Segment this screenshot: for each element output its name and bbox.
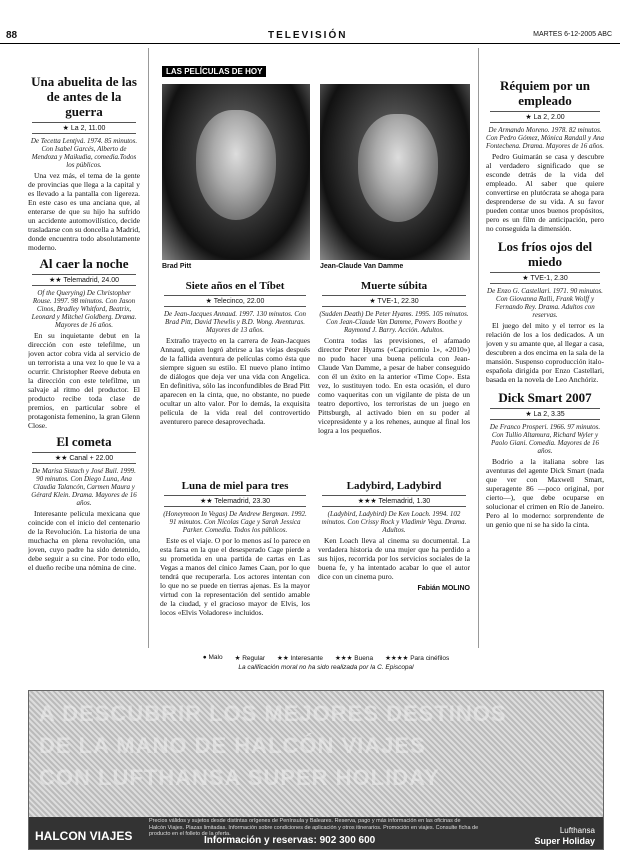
film-review xyxy=(160,480,310,648)
review-text: Una vez más, el tema de la gente de provincias que llega a la capital y es llevado a la pantalla con ligereza. En este caso es una anciana que, al enterarse de que su hijo ha sufrido un accidente automovilístico, decide trasladarse con su doncella a Madrid, donde encuentra todo absolutamente moderno. xyxy=(28,171,140,252)
film-title: Réquiem por un empleado xyxy=(499,78,591,108)
column-divider xyxy=(478,48,479,648)
channel-time: ★ TVE-1, 2.30 xyxy=(490,272,600,284)
film-review xyxy=(28,434,140,572)
film-review xyxy=(318,480,470,648)
rating-legend xyxy=(176,654,476,671)
legend-note: La calificación moral no ha sido realizada por la C. Episcopal xyxy=(238,664,414,671)
page-number: 88 xyxy=(6,30,18,41)
photo-caption: Jean-Claude Van Damme xyxy=(320,263,404,270)
film-credits: (Ladybird, Ladybird) De Ken Loach. 1994. 102 minutos. Con Crissy Rock y Vladimir Vega. Drama. Adultos. xyxy=(321,510,467,534)
film-review xyxy=(486,390,604,529)
review-text: Ken Loach lleva al cinema su documental. La verdadera historia de una mujer que ha perdido a sus hijos, recorrida por los servicios sociales de la buena fe, y ha intentado acabar lo que el autor dice con un cinema puro. xyxy=(318,536,470,581)
film-review xyxy=(486,78,604,233)
photo-caption: Brad Pitt xyxy=(162,263,192,270)
film-credits: (Sudden Death) De Peter Hyams. 1995. 105 minutos. Con Jean-Claude Van Damme, Powers Boothe y Raymond J. Barry. Acción. Adultos. xyxy=(319,310,469,334)
advertisement-banner: A DESCUBRIR LOS MEJORES DESTINOS DE LA MANO DE HALCÓN VIAJES CON LUFTHANSA SUPER HOLIDAY HALCON VIAJES Precios válidos y sujetos desde distintas orígenes de Península y Baleares. Reserva, pago y más información en las oficinas de Halcón Viajes. Plazas limitadas. Información sobre condiciones de aplicación y otros itinerarios. Promoción en viajes. Consulte ficha de producto en el folleto de la oferta. Información y reservas: 902 300 600 Lufthansa Super Holiday xyxy=(28,690,604,850)
lufthansa-logo: Lufthansa xyxy=(559,826,595,835)
halcon-logo: HALCON VIAJES xyxy=(35,829,133,843)
right-column xyxy=(486,48,604,643)
film-title: Dick Smart 2007 xyxy=(498,390,592,405)
legend-item: ★ Regular xyxy=(234,655,265,662)
film-review xyxy=(28,74,140,252)
section-tag: LAS PELÍCULAS DE HOY xyxy=(162,66,266,77)
photo-van-damme xyxy=(320,84,470,260)
channel-time: ★★ Canal + 22.00 xyxy=(32,452,136,464)
film-title: Una abuelita de las de antes de la guerra xyxy=(31,74,137,119)
film-review xyxy=(486,239,604,384)
film-title: Siete años en el Tíbet xyxy=(185,280,285,292)
review-text: Extraño trayecto en la carrera de Jean-Jacques Annaud, quien logró abrirse a las viejas después de la fallida aventura de películas como ésta que siempre siguen su estilo. El nuevo plano íntimo de diálogos que deja ver una vida con Angelica. En definitiva, sólo las inconfundibles de Brad Pitt aparecen en la cinta, que, no obstante, no puede ocultar un alto valor. Por lo demás, la exquisita película de la vida real del controvertido aventurero parece desaprovechada. xyxy=(160,336,310,426)
review-text: Interesante película mexicana que coincide con el inicio del centenario de la Revolución. La historia de una muchacha en plena revolución, una joven, cuyo padre ha sido detenido, debe seguir a su cine. Por todo ello, el dueño recibe una nómina de cine. xyxy=(28,509,140,572)
film-credits: De Jean-Jacques Annaud. 1997. 130 minutos. Con Brad Pitt, David Thewlis y B.D. Wong. Aventuras. Mayores de 13 años. xyxy=(164,310,306,334)
channel-time: ★ Telecinco, 22.00 xyxy=(164,295,306,307)
channel-time: ★★ Telemadrid, 23.30 xyxy=(164,495,306,507)
ad-phone: Información y reservas: 902 300 600 xyxy=(204,835,376,846)
film-title: Al caer la noche xyxy=(39,256,129,271)
legend-item: ★★★★ Para cinéfilos xyxy=(385,655,450,662)
super-holiday-label: Super Holiday xyxy=(534,836,595,846)
film-credits: De Marisa Sistach y José Buil. 1999. 90 minutos. Con Diego Luna, Ana Claudia Talancón, Carmen Maura y Gérard Klein. Drama. Mayores de 16 años. xyxy=(31,467,137,507)
issue-date: MARTES 6-12-2005 ABC xyxy=(533,31,612,38)
left-column xyxy=(28,48,140,643)
film-review xyxy=(160,280,310,480)
film-credits: De Tecetta Lentjvá. 1974. 85 minutos. Con Isabel Garcés, Alberto de Mendoza y Maikudia, comedia.Todos los públicos. xyxy=(30,137,138,169)
ad-fine-print: Precios válidos y sujetos desde distintas orígenes de Península y Baleares. Reserva, pago y más información en las oficinas de Halcón Viajes. Plazas limitadas. Información sobre condiciones de aplicación y otros itinerarios. Promoción en viajes. Consulte ficha de producto en el folleto de la oferta. xyxy=(149,818,479,837)
film-credits: (Honeymoon In Vegas) De Andrew Bergman. 1992. 91 minutos. Con Nicolas Cage y Sarah Jessica Parker. Comedia. Todos los públicos. xyxy=(163,510,307,534)
legend-item: ★★ Interesante xyxy=(277,655,323,662)
page-header xyxy=(0,30,620,44)
review-text: Pedro Guimarán se casa y descubre al verdadero significado que se esconde detrás de la vida del empleado. Al saber que quiere convertirse en plutócrata se ahoga para desprenderse de su vida. A su favor pueden contar unos buenos propósitos, pero es un film de anticipación, pero no conseguida la dimensión. xyxy=(486,152,604,233)
film-credits: Of the Querying) De Christopher Rouse. 1997. 98 minutos. Con Jason Cinos, Bradley Whitford, Beatrix, Leonard y Mitchel Goldberg. Drama. Mayores de 16 años. xyxy=(31,289,137,329)
film-title: Los fríos ojos del miedo xyxy=(497,239,593,269)
film-review xyxy=(28,256,140,430)
film-title: Ladybird, Ladybird xyxy=(346,480,442,492)
review-text: Bodrio a la italiana sobre las aventuras del agente Dick Smart (nada que ver con Maxwell Smart, superagente 86 —poco original, por cierto—), que debe ocuparse en solucionar el crimen en Río de Janeiro. Pero al lo moderno: sorprendente de un genio que ni se ha sido la cinta. xyxy=(486,457,604,529)
channel-time: ★ La 2, 2.00 xyxy=(490,111,600,123)
channel-time: ★★ Telemadrid, 24.00 xyxy=(32,274,136,286)
film-title: Muerte súbita xyxy=(360,280,428,292)
section-title: TELEVISIÓN xyxy=(268,30,348,41)
review-text: Este es el viaje. O por lo menos así lo parece en esta farsa en la que el desesperado Cage pierde a su prometida en una partida de cartas en Las Vegas a manos del cínico James Caan, por lo que tendrá que recuperarla. Los actores intentan con lo que no se puede en tierras ajenas. Es la mayor virtud con la representación del sentido amable de la ciudad, y el gracioso mayor de Elvis, los locos «Elvis Voladores» incluidos. xyxy=(160,536,310,617)
ad-footer-bar xyxy=(29,817,603,849)
author-signature: Fabián MOLINO xyxy=(417,585,470,592)
film-title: Luna de miel para tres xyxy=(181,480,289,492)
channel-time: ★ La 2, 3.35 xyxy=(490,408,600,420)
channel-time: ★★★ Telemadrid, 1.30 xyxy=(322,495,466,507)
review-text: Contra todas las previsiones, el afamado director Peter Hyams («Capricornio 1», «2010») no pudo hacer una buena película con Jean-Claude Van Damme, a pesar de haber conseguido con él un éxito en la anterior «Time Cop». Esta vez, lo sustituyen todo. En esta ocasión, el duro como vaqueritas con un vigilante de pista de un teatro deportivo, los terroristas de un juego en Pittsburgh, al activado bien en su poder al vicepresidente y a los rehenes, aunque al final los logra a los pequeños. xyxy=(318,336,470,435)
channel-time: ★ La 2, 11.00 xyxy=(32,122,136,134)
film-credits: De Armando Moreno. 1978. 82 minutos. Con Pedro Gómez, Mónica Randall y Ana Fontechena. Drama. Mayores de 16 años. xyxy=(486,126,604,150)
film-credits: De Franco Prosperi. 1966. 97 minutos. Con Tullio Altamura, Richard Wyler y Paolo Giani. Comedia. Mayores de 16 años. xyxy=(489,423,601,455)
film-review xyxy=(318,280,470,480)
film-title: El cometa xyxy=(56,434,112,449)
legend-item: ● Malo xyxy=(202,654,223,661)
column-divider xyxy=(148,48,149,648)
review-text: En su inquietante debut en la dirección con este telefilme, un joven actor cobra vida al servicio de un terrorista a una vez lo que le va a ocurrir. Christopher Reeve debuta en la dirección con este telefilme, un salvaje al ritmo del productor. El producto recibe toda clase de premios, en particular sobre el protagonista femenino, la gran Glenn Close. xyxy=(28,331,140,430)
film-credits: De Enzo G. Castellari. 1971. 90 minutos. Con Giovanna Ralli, Frank Wolff y Fernando Rey. Drama. Adultos con reservas. xyxy=(487,287,603,319)
legend-item: ★★★ Buena xyxy=(334,655,374,662)
review-text: El juego del mito y el terror es la relación de los a los dedicados. A un joven y su amante que, al llegar a casa, descubren a dos encima en la sala de la mansión. Suspenso coproducción italo-española dirigida por Enzo Castellari, basada en la novela de Leo Anchóriz. xyxy=(486,321,604,384)
photo-brad-pitt xyxy=(162,84,310,260)
channel-time: ★ TVE-1, 22.30 xyxy=(322,295,466,307)
